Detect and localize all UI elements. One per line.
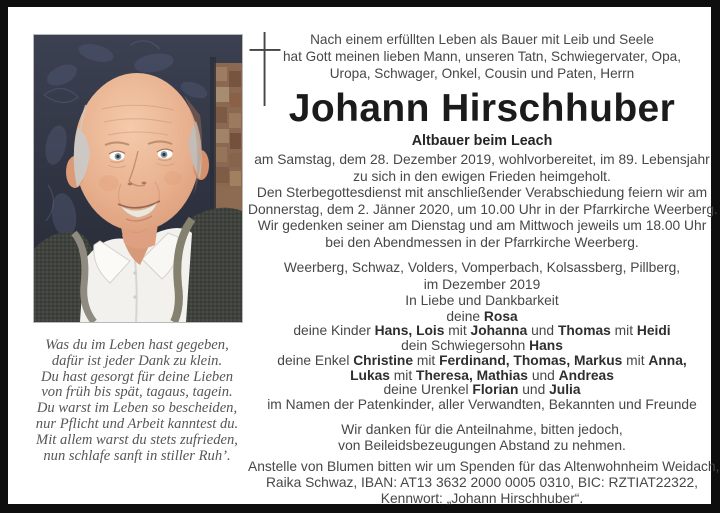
places-and-date: Weerberg, Schwaz, Volders, Vomperbach, Kolsassberg, Pillberg, im Dezember 2019 [283, 260, 681, 292]
deceased-subtitle: Altbauer beim Leach [411, 133, 553, 149]
family-section [248, 294, 716, 413]
family-lines: deine Rosa deine Kinder Hans, Lois mit Johanna und Thomas mit Heidi dein Schwiegersohn Hans deine Enkel Christine mit Ferdinand, Thomas, Markus mit Anna, Lukas mit Theresa, Mathias und Andreas deine Urenkel Florian und Julia im Namen der Patenkinder, aller Verwandten, Bekannten und Freunde [267, 308, 697, 412]
thanks-text: Wir danken für die Anteilnahme, bitten jedoch, von Beileidsbezeugungen Abstand zu nehmen. [338, 421, 626, 454]
intro-text: Nach einem erfüllten Leben als Bauer mit Leib und Seele hat Gott meinen lieben Mann, unseren Tatn, Schwiegervater, Opa, Uropa, Schwager, Onkel, Cousin und Paten, Herrn [283, 32, 681, 81]
family-heading: In Liebe und Dankbarkeit [405, 293, 559, 308]
obituary-card [8, 7, 720, 507]
obituary-text: am Samstag, dem 28. Dezember 2019, wohlvorbereitet, im 89. Lebensjahr zu sich in den ewigen Frieden heimgeholt. Den Sterbegottesdienst mit anschließender Verabschiedung feiern wir am Donnerstag, dem 2. Jänner 2020, um 10.00 Uhr in der Pfarrkirche Weerberg. Wir gedenken seiner am Dienstag und am Mittwoch jeweils um 18.00 Uhr bei den Abendmessen in der Pfarrkirche Weerberg. [248, 152, 718, 250]
donation-text: Anstelle von Blumen bitten wir um Spenden für das Altenwohnheim Weidach, Raika Schwaz, IBAN: AT13 3632 2000 0005 0310, BIC: RZTIAT22322, Kennwort: „Johann Hirschhuber“. [248, 458, 720, 507]
announcement-content [248, 14, 720, 507]
portrait-photo [33, 34, 243, 323]
portrait-illustration [34, 35, 242, 322]
memorial-poem: Was du im Leben hast gegeben, dafür ist jeder Dank zu klein. Du hast gesorgt für deine Lieben von früh bis spät, tagaus, tagein. Du warst im Leben so bescheiden, nur Pflicht und Arbeit kanntest du. Mit allem warst du stets zufrieden, nun schlafe sanft in stiller Ruh’. [35, 337, 239, 464]
deceased-name: Johann Hirschhuber [288, 87, 676, 130]
